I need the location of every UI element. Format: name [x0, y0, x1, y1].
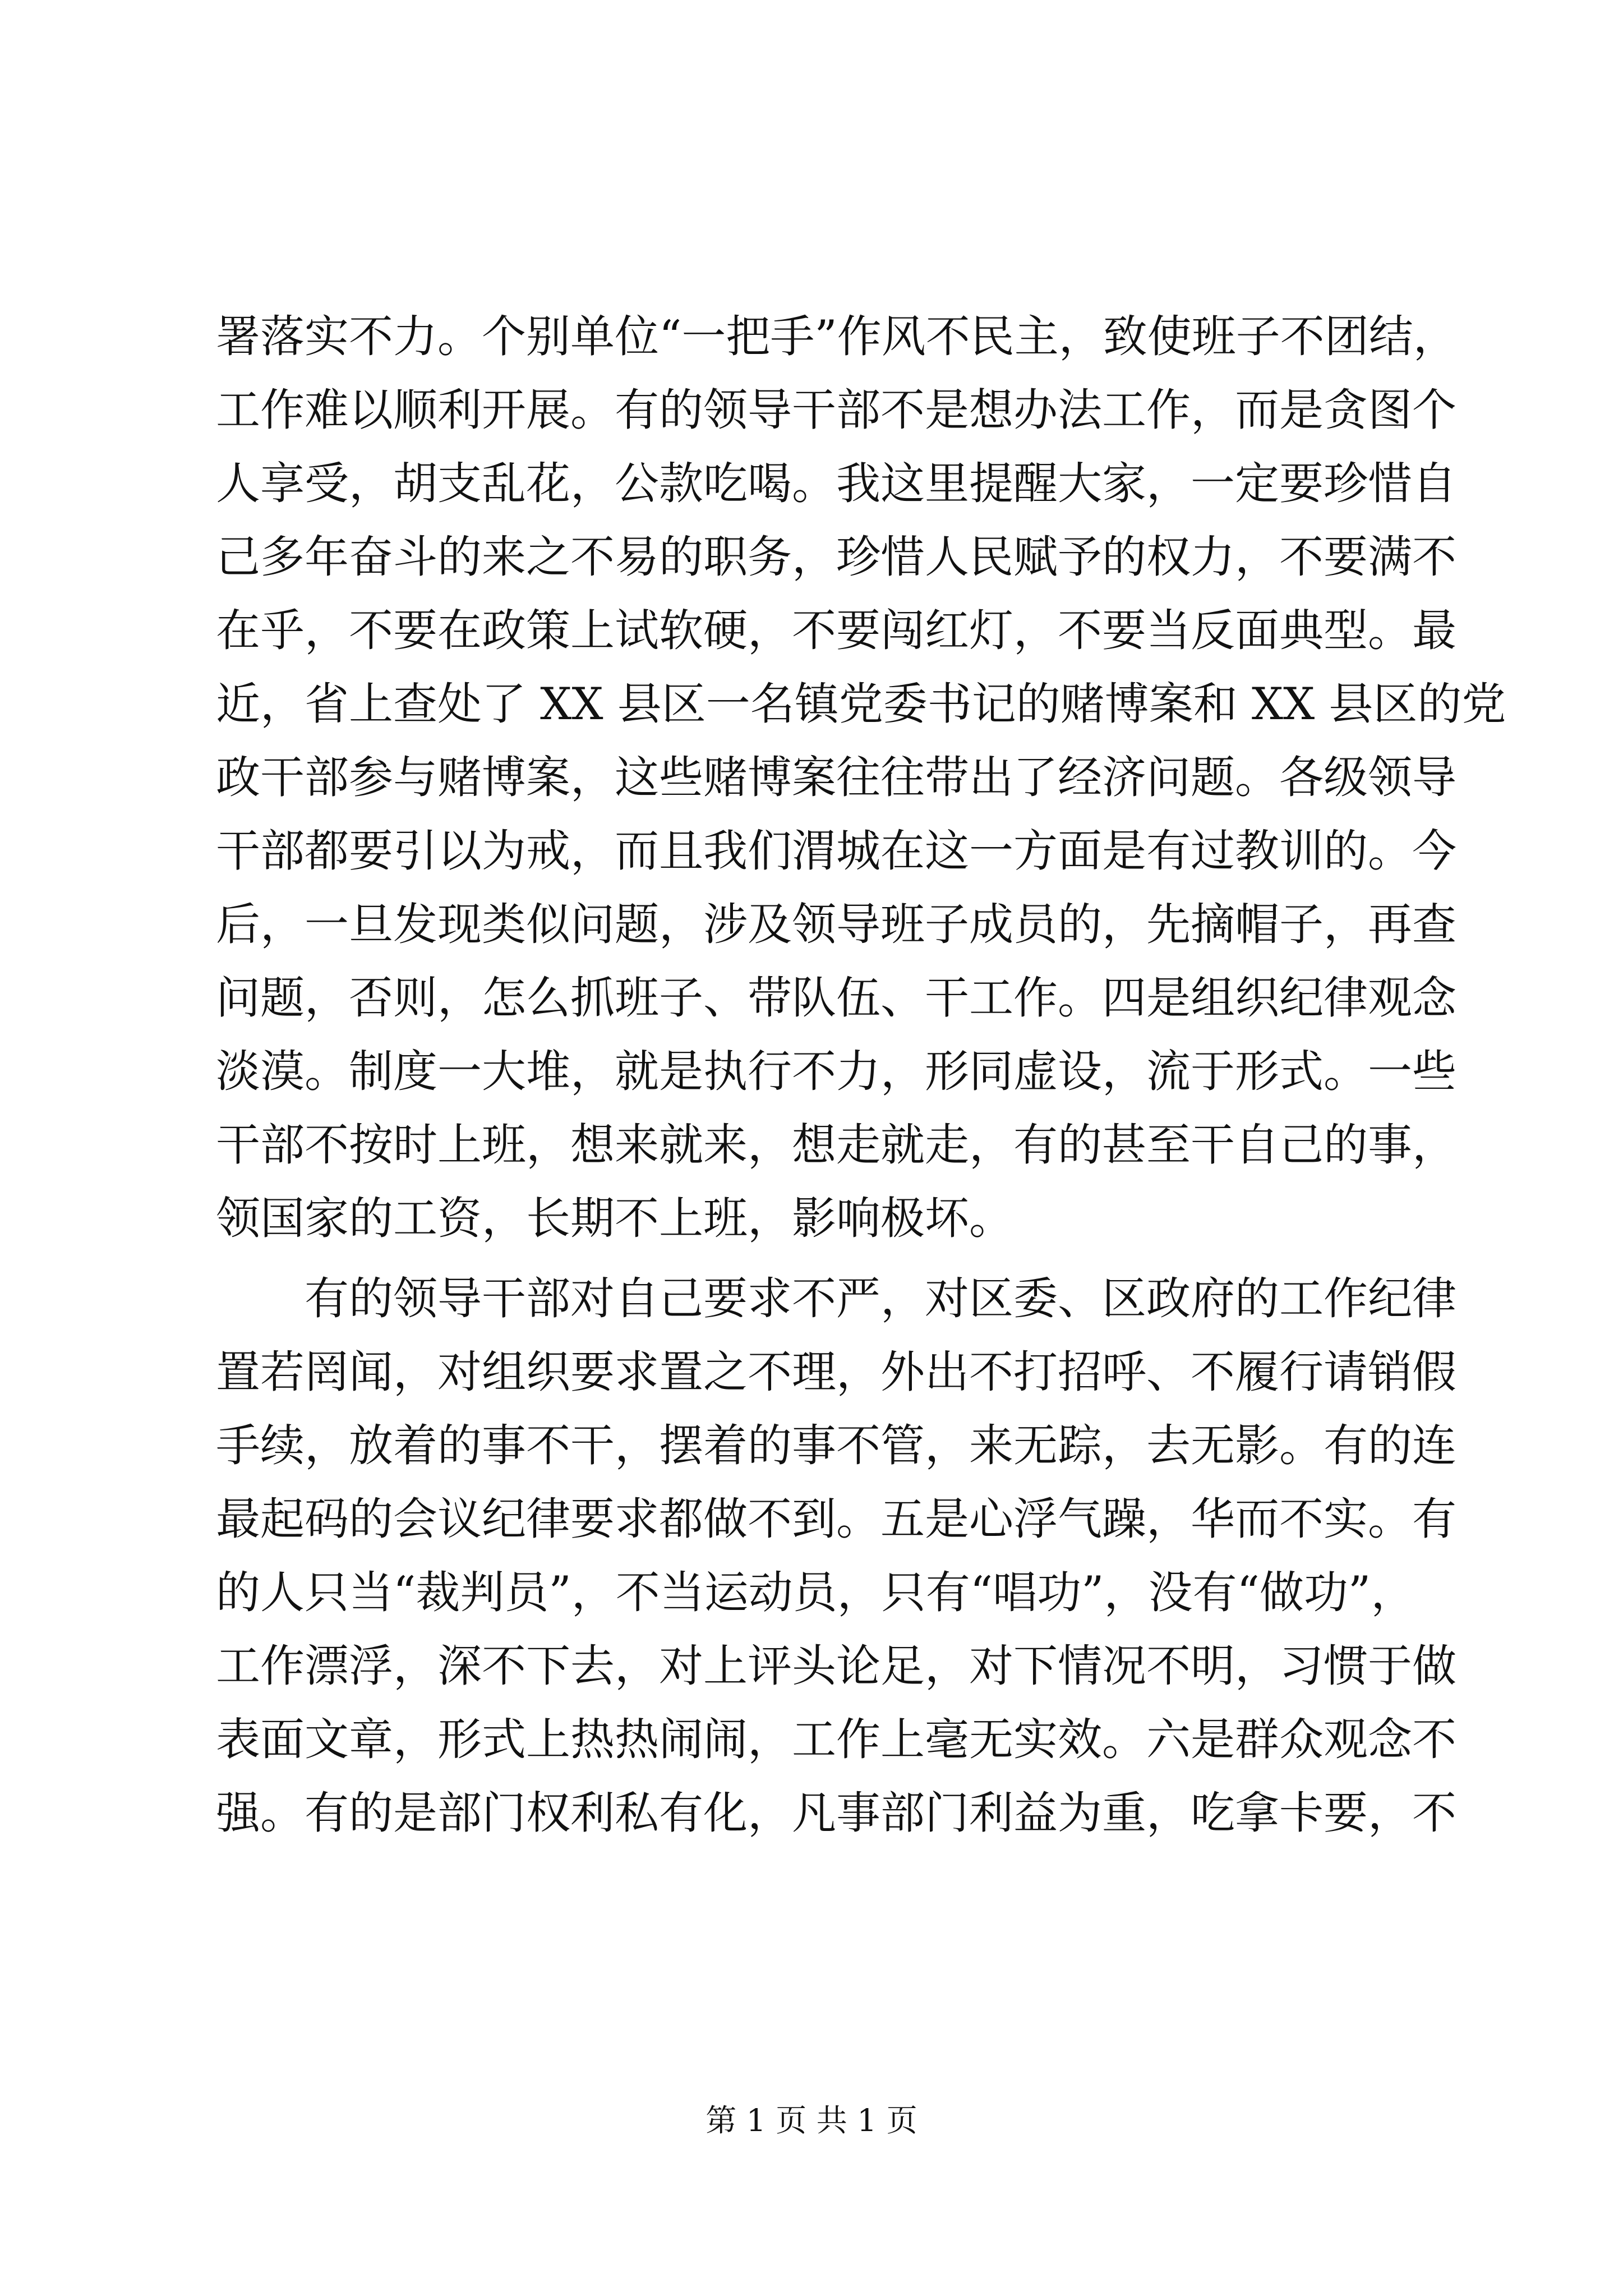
body-line-4: 己多年奋斗的来之不易的职务，珍惜人民赋予的权力，不要满不	[216, 531, 1456, 583]
page-footer: 第 1 页 共 1 页	[706, 2102, 917, 2138]
body-line-17: 最起码的会议纪律要求都做不到。五是心浮气躁，华而不实。有	[216, 1493, 1456, 1545]
body-line-20: 表面文章，形式上热热闹闹，工作上毫无实效。六是群众观念不	[216, 1714, 1456, 1765]
body-line-7: 政干部参与赌博案，这些赌博案往往带出了经济问题。各级领导	[216, 752, 1456, 803]
body-line-8: 干部都要引以为戒，而且我们渭城在这一方面是有过教训的。今	[216, 825, 1456, 877]
body-line-6: 近，省上查处了 XX 县区一名镇党委书记的赌博案和 XX 县区的党	[216, 678, 1506, 730]
body-line-9: 后，一旦发现类似问题，涉及领导班子成员的，先摘帽子，再查	[216, 899, 1456, 950]
body-line-14: 有的领导干部对自己要求不严，对区委、区政府的工作纪律	[305, 1273, 1456, 1324]
body-line-3: 人享受，胡支乱花，公款吃喝。我这里提醒大家，一定要珍惜自	[216, 458, 1456, 509]
body-line-18: 的人只当“裁判员”，不当运动员，只有“唱功”，没有“做功”，	[216, 1567, 1415, 1618]
body-line-2: 工作难以顺利开展。有的领导干部不是想办法工作，而是贪图个	[216, 384, 1456, 436]
body-line-21: 强。有的是部门权利私有化，凡事部门利益为重，吃拿卡要，不	[216, 1787, 1456, 1839]
body-line-10: 问题，否则，怎么抓班子、带队伍、干工作。四是组织纪律观念	[216, 972, 1456, 1024]
body-line-12: 干部不按时上班，想来就来，想走就走，有的甚至干自己的事，	[216, 1119, 1456, 1171]
body-line-15: 置若罔闻，对组织要求置之不理，外出不打招呼、不履行请销假	[216, 1346, 1456, 1398]
body-line-13: 领国家的工资，长期不上班，影响极坏。	[216, 1193, 1013, 1244]
body-line-19: 工作漂浮，深不下去，对上评头论足，对下情况不明，习惯于做	[216, 1640, 1456, 1692]
body-line-5: 在乎，不要在政策上试软硬，不要闯红灯，不要当反面典型。最	[216, 605, 1456, 656]
body-line-16: 手续，放着的事不干，摆着的事不管，来无踪，去无影。有的连	[216, 1420, 1456, 1471]
body-line-11: 淡漠。制度一大堆，就是执行不力，形同虚设，流于形式。一些	[216, 1046, 1456, 1097]
body-line-1: 署落实不力。个别单位“一把手”作风不民主，致使班子不团结，	[216, 311, 1458, 362]
